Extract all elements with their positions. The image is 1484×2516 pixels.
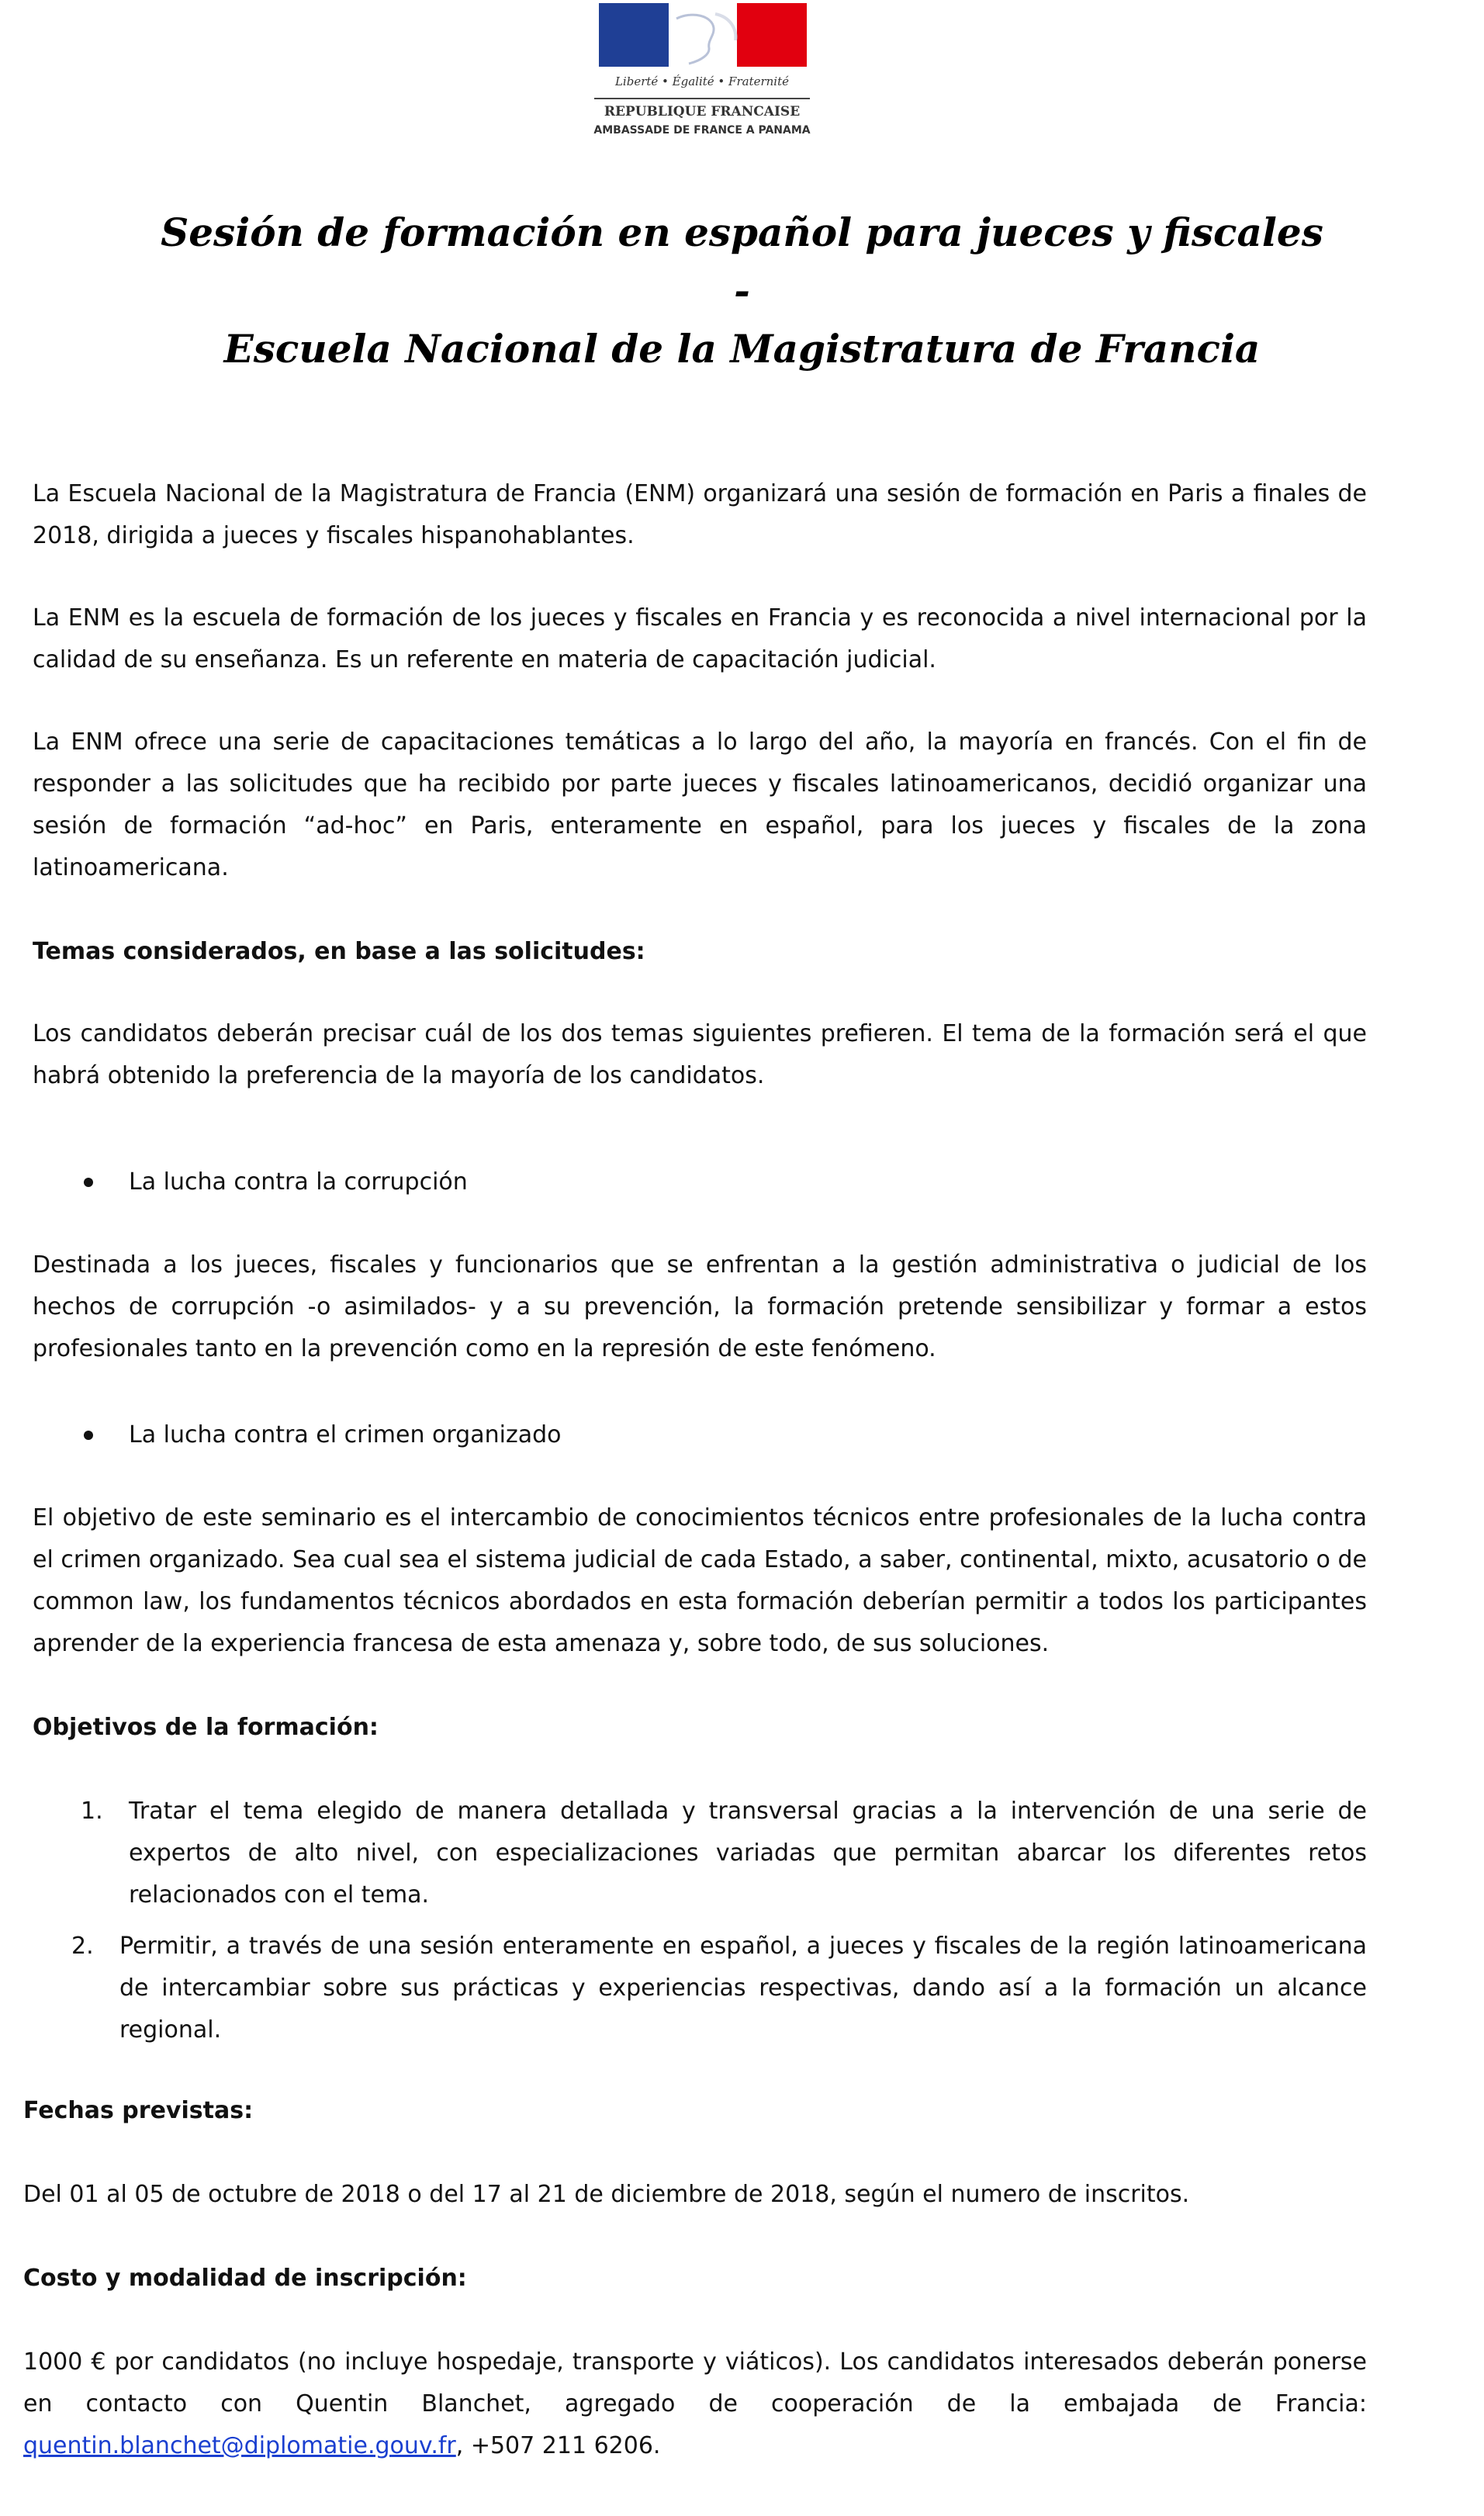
fechas-text: Del 01 al 05 de octubre de 2018 o del 17 al 21 de diciembre de 2018, según el numero de inscritos. bbox=[23, 2181, 1190, 2208]
bullet-icon bbox=[79, 1426, 98, 1445]
marianne-flag-icon bbox=[599, 3, 807, 67]
bullet-crimen: La lucha contra el crimen organizado bbox=[129, 1421, 562, 1448]
marianne-logo bbox=[590, 0, 815, 147]
paragraph-candidatos: Los candidatos deberán precisar cuál de los dos temas siguientes prefieren. El tema de la formación será el que habrá obtenido la preferencia de la mayoría de los candidatos. bbox=[33, 1020, 1367, 1089]
title-separator: - bbox=[734, 268, 750, 313]
list-number: 1. bbox=[81, 1798, 103, 1825]
document-title: Sesión de formación en español para jueces y fiscales bbox=[161, 209, 1323, 255]
paragraph-intro: La Escuela Nacional de la Magistratura de Francia (ENM) organizará una sesión de formación en Paris a finales de 2018, dirigida a jueces y fiscales hispanohablantes. bbox=[33, 480, 1367, 549]
email-link[interactable]: quentin.blanchet@diplomatie.gouv.fr bbox=[23, 2432, 456, 2459]
fechas-heading: Fechas previstas: bbox=[23, 2097, 254, 2124]
motto-text: Liberté • Égalité • Fraternité bbox=[614, 74, 790, 88]
paragraph-crimen: El objetivo de este seminario es el intercambio de conocimientos técnicos entre profesionales de la lucha contra el crimen organizado. Sea cual sea el sistema judicial de cada Estado, a saber, continental, mixto, acusatorio o de common law, los fundamentos técnicos abordados en esta formación deberían permitir a todos los participantes aprender de la experiencia francesa de esta amenaza y, sobre todo, de sus soluciones. bbox=[33, 1504, 1367, 1657]
costo-text: 1000 € por candidatos (no incluye hospedaje, transporte y viáticos). Los candidatos interesados deberán ponerse en contacto con Quentin Blanchet, agregado de cooperación de la embajada de Francia: bbox=[23, 2348, 1367, 2417]
list-number: 2. bbox=[71, 1933, 94, 1960]
objetivo-item-2: Permitir, a través de una sesión enteramente en español, a jueces y fiscales de la región latinoamericana de intercambiar sobre sus prácticas y experiencias respectivas, dando así a la formación un alcance regional. bbox=[119, 1933, 1367, 2044]
objetivo-item-1: Tratar el tema elegido de manera detallada y transversal gracias a la intervención de una serie de expertos de alto nivel, con especializaciones variadas que permitan abarcar los diferentes retos relacionados con el tema. bbox=[129, 1798, 1367, 1909]
paragraph-enm: La ENM es la escuela de formación de los jueces y fiscales en Francia y es reconocida a nivel internacional por la calidad de su enseñanza. Es un referente en materia de capacitación judicial. bbox=[33, 604, 1367, 673]
embassy-text: AMBASSADE DE FRANCE A PANAMA bbox=[593, 124, 811, 137]
bullet-icon bbox=[79, 1173, 98, 1192]
temas-heading: Temas considerados, en base a las solicitudes: bbox=[33, 938, 645, 965]
logo-divider bbox=[594, 98, 810, 99]
costo-paragraph bbox=[23, 2341, 1367, 2467]
bullet-corrupcion: La lucha contra la corrupción bbox=[129, 1168, 468, 1196]
paragraph-corrupcion: Destinada a los jueces, fiscales y funcionarios que se enfrentan a la gestión administrativa o judicial de los hechos de corrupción -o asimilados- y a su prevención, la formación pretende sensibilizar y formar a estos profesionales tanto en la prevención como en la represión de este fenómeno. bbox=[33, 1251, 1367, 1362]
phone-text: , +507 211 6206. bbox=[455, 2432, 661, 2459]
republic-text: REPUBLIQUE FRANCAISE bbox=[604, 104, 801, 119]
costo-heading: Costo y modalidad de inscripción: bbox=[23, 2265, 467, 2292]
document-subtitle: Escuela Nacional de la Magistratura de Francia bbox=[223, 326, 1261, 372]
objetivos-heading: Objetivos de la formación: bbox=[33, 1714, 379, 1741]
paragraph-capacitaciones: La ENM ofrece una serie de capacitaciones temáticas a lo largo del año, la mayoría en francés. Con el fin de responder a las solicitudes que ha recibido por parte jueces y fiscales latinoamericanos, decidió organizar una sesión de formación “ad-hoc” en Paris, enteramente en español, para los jueces y fiscales de la zona latinoamericana. bbox=[33, 728, 1367, 881]
